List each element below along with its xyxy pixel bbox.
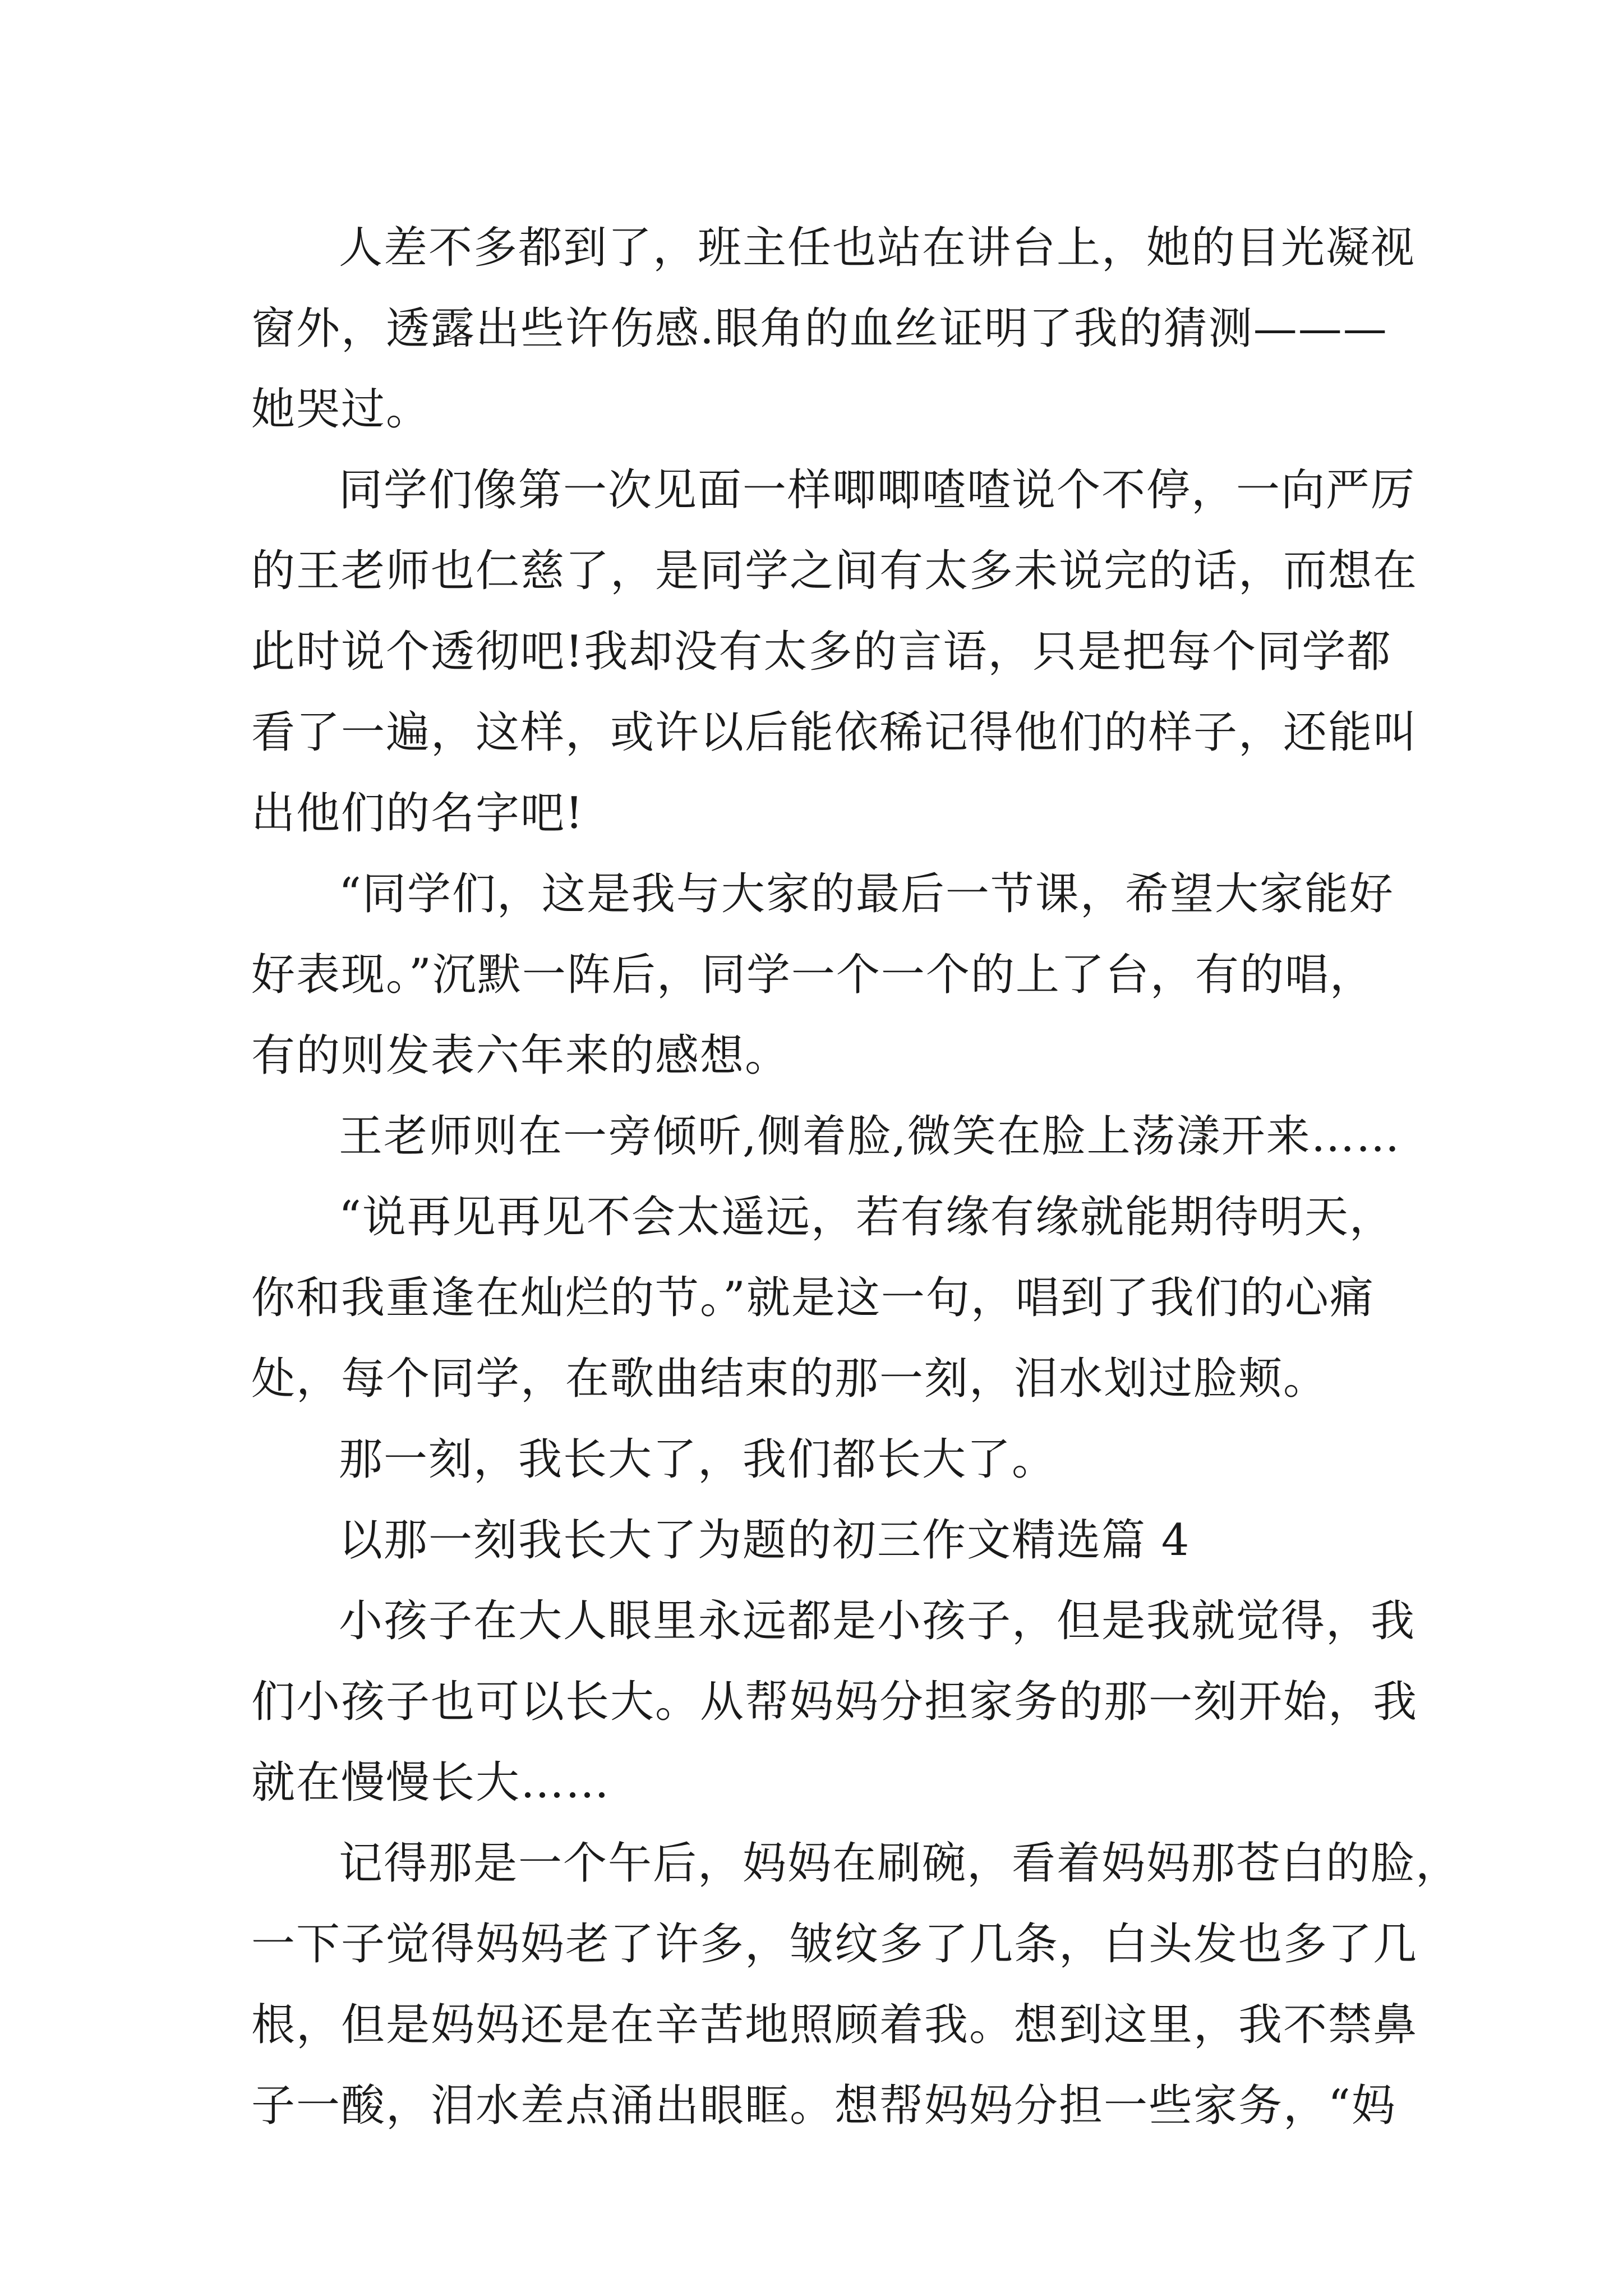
text-line: 根，但是妈妈还是在辛苦地照顾着我。想到这里，我不禁鼻 [251, 2000, 1418, 2050]
essay-body [251, 208, 1461, 2146]
text-line: 的王老师也仁慈了，是同学之间有太多未说完的话，而想在 [251, 546, 1418, 596]
text-line: 子一酸，泪水差点涌出眼眶。想帮妈妈分担一些家务，“妈 [251, 2081, 1396, 2131]
text-line: 小孩子在大人眼里永远都是小孩子，但是我就觉得，我 [339, 1596, 1416, 1646]
text-line: 此时说个透彻吧!我却没有太多的言语，只是把每个同学都 [251, 627, 1392, 677]
text-line: 处，每个同学，在歌曲结束的那一刻，泪水划过脸颊。 [251, 1354, 1329, 1404]
text-line: 们小孩子也可以长大。从帮妈妈分担家务的那一刻开始，我 [251, 1677, 1418, 1727]
text-line: 窗外，透露出些许伤感.眼角的血丝证明了我的猜测——— [251, 303, 1388, 354]
text-line: 她哭过。 [251, 384, 431, 435]
text-line: “说再见再见不会太遥远，若有缘有缘就能期待明天， [339, 1192, 1394, 1243]
text-line: 就在慢慢长大…… [251, 1757, 611, 1808]
text-line: 同学们像第一次见面一样唧唧喳喳说个不停，一向严厉 [339, 465, 1416, 516]
text-line: “同学们，这是我与大家的最后一节课，希望大家能好 [339, 869, 1394, 919]
text-line: 出他们的名字吧! [251, 788, 584, 839]
text-line: 一下子觉得妈妈老了许多，皱纹多了几条，白头发也多了几 [251, 1919, 1418, 1970]
text-line: 那一刻，我长大了，我们都长大了。 [339, 1434, 1057, 1485]
text-line: 人差不多都到了，班主任也站在讲台上，她的目光凝视 [339, 223, 1416, 273]
text-line: 有的则发表六年来的感想。 [251, 1030, 790, 1081]
section-heading: 以那一刻我长大了为题的初三作文精选篇 4 [339, 1515, 1191, 1566]
text-line: 记得那是一个午后，妈妈在刷碗，看着妈妈那苍白的脸， [339, 1838, 1461, 1889]
text-line: 王老师则在一旁倾听,侧着脸,微笑在脸上荡漾开来…… [339, 1111, 1401, 1162]
text-line: 好表现。”沉默一阵后，同学一个一个的上了台，有的唱， [251, 950, 1375, 1000]
text-line: 看了一遍，这样，或许以后能依稀记得他们的样子，还能叫 [251, 707, 1418, 758]
text-line: 你和我重逢在灿烂的节。”就是这一句，唱到了我们的心痛 [251, 1273, 1375, 1323]
